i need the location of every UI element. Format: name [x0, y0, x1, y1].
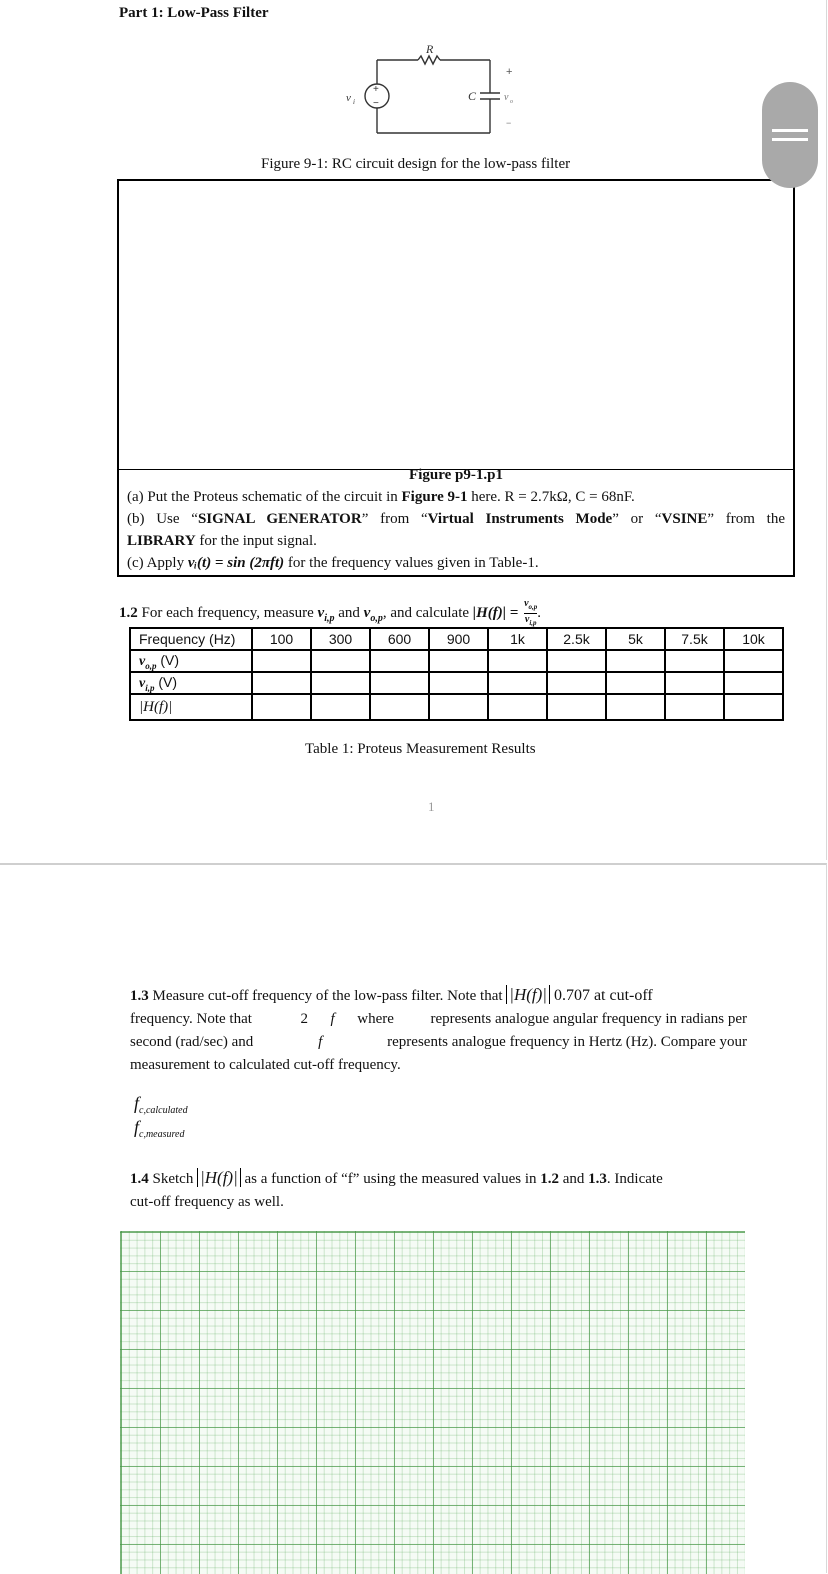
table-cell[interactable]: [665, 672, 724, 694]
instruction-c-pre: (c) Apply: [127, 555, 188, 571]
table-cell[interactable]: [488, 694, 547, 720]
freq-col-header: 900: [429, 628, 488, 650]
instruction-b-mid1: ” from “: [361, 511, 428, 527]
table-caption: Table 1: Proteus Measurement Results: [305, 741, 536, 757]
table-header-row: [130, 628, 783, 650]
q13-hf-text: |H(f)|: [509, 985, 547, 1004]
q13-hf-symbol: [506, 985, 550, 1004]
table-cell[interactable]: [724, 672, 783, 694]
fraction-denominator: v: [524, 614, 530, 625]
drag-handle-icon[interactable]: [762, 82, 818, 188]
part-heading: Part 1: Low-Pass Filter: [119, 5, 269, 21]
hf-row-header: [130, 694, 252, 720]
q13-line2-b: 2: [300, 1011, 308, 1027]
fc-meas-symbol: f: [134, 1117, 140, 1137]
q14-and: and: [559, 1171, 589, 1187]
table-row-vip: [130, 672, 783, 694]
rc-circuit-diagram: [330, 38, 530, 138]
vip-subscript: i,p: [324, 612, 335, 624]
vip-row-symbol: v: [139, 675, 146, 691]
vop-row-sub: o,p: [145, 660, 157, 671]
figure-box-title: Figure p9-1.p1: [409, 467, 503, 483]
q13-line2-e: represents analogue angular frequency in radians per: [430, 1011, 747, 1027]
fc-calc-sub: c,calculated: [139, 1105, 188, 1117]
table-cell[interactable]: [665, 650, 724, 672]
fraction-numerator: v: [524, 598, 529, 609]
q13-line3-c: represents analogue frequency in Hertz (Hz). Compare your: [387, 1034, 747, 1050]
q13-line3-a: second (rad/sec) and: [130, 1034, 254, 1050]
table-cell[interactable]: [606, 672, 665, 694]
vop-subscript: o,p: [370, 612, 383, 624]
question-1-3-number: 1.3: [130, 988, 149, 1004]
input-signal-equation: vᵢ(t) = sin (2πft): [187, 555, 285, 571]
table-cell[interactable]: [429, 694, 488, 720]
instruction-b-mid2: ” or “: [612, 511, 662, 527]
table-row-hf: [130, 694, 783, 720]
graph-paper-sketch-area[interactable]: [120, 1231, 745, 1574]
q14-post: . Indicate: [606, 1171, 663, 1187]
freq-col-header: 10k: [724, 628, 783, 650]
schematic-placeholder-box: [117, 179, 795, 470]
instruction-b-signal-generator: SIGNAL GENERATOR: [197, 511, 362, 527]
instruction-b-tail: for the input signal.: [195, 533, 317, 549]
q13-line2-a: frequency. Note that: [130, 1011, 252, 1027]
table-cell[interactable]: [370, 672, 429, 694]
freq-col-header: 7.5k: [665, 628, 724, 650]
q13-line-2: [130, 1008, 747, 1031]
hf-row-symbol: |H(f)|: [139, 699, 173, 715]
fc-meas-sub: c,measured: [139, 1129, 185, 1141]
q13-text-2: 0.707 at cut-off: [549, 987, 653, 1004]
output-plus-sign: +: [506, 66, 513, 78]
instruction-a: [127, 489, 785, 506]
measurement-table: [129, 627, 784, 721]
table-cell[interactable]: [488, 672, 547, 694]
fraction-denominator-sub: i,p: [529, 619, 537, 627]
table-cell[interactable]: [311, 672, 370, 694]
question-1-2-text: For each frequency, measure: [137, 604, 318, 621]
instruction-b: [127, 511, 785, 528]
figure-caption: Figure 9-1: RC circuit design for the low-pass filter: [261, 156, 571, 172]
q13-line-1: [130, 983, 747, 1008]
table-cell[interactable]: [547, 650, 606, 672]
instruction-b-pre: (b) Use “: [127, 511, 198, 527]
page-2: [0, 863, 827, 1573]
source-minus-sign: −: [373, 98, 379, 109]
output-minus-sign: −: [506, 118, 512, 128]
freq-col-header: 2.5k: [547, 628, 606, 650]
table-cell[interactable]: [547, 672, 606, 694]
fc-measured-label: [134, 1117, 184, 1140]
capacitor-label: C: [468, 89, 477, 103]
q14-ref-1-3: 1.3: [588, 1171, 607, 1187]
drag-bar-top: [772, 129, 808, 132]
q14-line-1: [130, 1166, 747, 1191]
vop-row-unit: (V): [156, 651, 180, 668]
page-number: 1: [428, 799, 435, 814]
table-cell[interactable]: [429, 672, 488, 694]
q13-line-4: measurement to calculated cut-off frequency.: [130, 1057, 401, 1073]
instruction-c: [127, 555, 785, 572]
table-cell[interactable]: [606, 694, 665, 720]
question-1-2-number: 1.2: [119, 604, 138, 621]
freq-col-header: 600: [370, 628, 429, 650]
question-1-2: [119, 598, 541, 629]
freq-col-header: 100: [252, 628, 311, 650]
and-text: and: [334, 604, 364, 621]
table-cell[interactable]: [724, 650, 783, 672]
q14-hf-symbol: |H(f)|: [197, 1168, 241, 1187]
freq-col-header: 300: [311, 628, 370, 650]
question-1-4-number: 1.4: [130, 1171, 149, 1187]
instruction-b-virtual-instruments: Virtual Instruments Mode: [427, 511, 613, 527]
table-cell[interactable]: [370, 650, 429, 672]
instruction-b-library: LIBRARY: [127, 533, 196, 549]
freq-col-header: 1k: [488, 628, 547, 650]
fraction-numerator-sub: o,p: [528, 603, 538, 611]
vop-symbol: v: [363, 604, 371, 621]
ratio-fraction: [524, 598, 537, 629]
instruction-a-ref: Figure 9-1: [401, 489, 468, 505]
instruction-b-cont: [127, 533, 785, 550]
freq-col-header: 5k: [606, 628, 665, 650]
q13-line2-f: f: [330, 1011, 335, 1027]
q13-line3-f: f: [318, 1034, 323, 1050]
calculate-text: , and calculate: [382, 604, 473, 621]
instruction-b-vsine: VSINE: [661, 511, 708, 527]
source-plus-sign: +: [373, 84, 379, 95]
table-cell[interactable]: [252, 650, 311, 672]
output-voltage-label: v: [504, 92, 509, 103]
q13-text-1: Measure cut-off frequency of the low-pass filter. Note that: [148, 988, 507, 1004]
vip-row-header: [130, 672, 252, 694]
table-cell[interactable]: [606, 650, 665, 672]
output-voltage-sub: o: [510, 99, 513, 105]
instruction-b-post: ” from the: [707, 511, 785, 527]
table-cell[interactable]: [488, 650, 547, 672]
instruction-a-values: here. R = 2.7kΩ, C = 68nF.: [467, 489, 635, 505]
vop-row-symbol: v: [139, 653, 146, 669]
table-row-vop: [130, 650, 783, 672]
vip-symbol: v: [317, 604, 325, 621]
resistor-label: R: [426, 42, 434, 56]
q14-ref-1-2: 1.2: [540, 1171, 559, 1187]
table-cell[interactable]: [665, 694, 724, 720]
figure-instructions-box: [117, 467, 795, 577]
fc-calculated-label: [134, 1093, 188, 1116]
frequency-header: Frequency (Hz): [130, 628, 252, 650]
q13-line-3: [130, 1031, 747, 1054]
instruction-c-post: for the frequency values given in Table-1.: [284, 555, 539, 571]
q14-line-2: cut-off frequency as well.: [130, 1194, 284, 1210]
question-1-3: [130, 983, 747, 1077]
drag-bar-bottom: [772, 138, 808, 141]
input-voltage-sub: i: [353, 98, 355, 106]
vip-row-sub: i,p: [145, 682, 155, 693]
vip-row-unit: (V): [154, 673, 178, 690]
instruction-a-text: (a) Put the Proteus schematic of the circuit in: [127, 489, 402, 505]
table-cell[interactable]: [311, 694, 370, 720]
table-cell[interactable]: [724, 694, 783, 720]
table-cell[interactable]: [429, 650, 488, 672]
q14-mid: as a function of “f” using the measured values in: [240, 1171, 541, 1187]
q14-pre: Sketch: [148, 1171, 198, 1187]
q13-line2-where: where: [357, 1011, 394, 1027]
transfer-function-symbol: |H(f)| =: [472, 604, 519, 621]
question-1-4: [130, 1166, 747, 1214]
question-1-2-period: .: [537, 604, 542, 621]
vop-row-header: [130, 650, 252, 672]
table-cell[interactable]: [311, 650, 370, 672]
input-voltage-label: v: [346, 92, 351, 104]
table-cell[interactable]: [370, 694, 429, 720]
table-cell[interactable]: [252, 672, 311, 694]
table-cell[interactable]: [252, 694, 311, 720]
fc-calc-symbol: f: [134, 1093, 140, 1113]
table-cell[interactable]: [547, 694, 606, 720]
